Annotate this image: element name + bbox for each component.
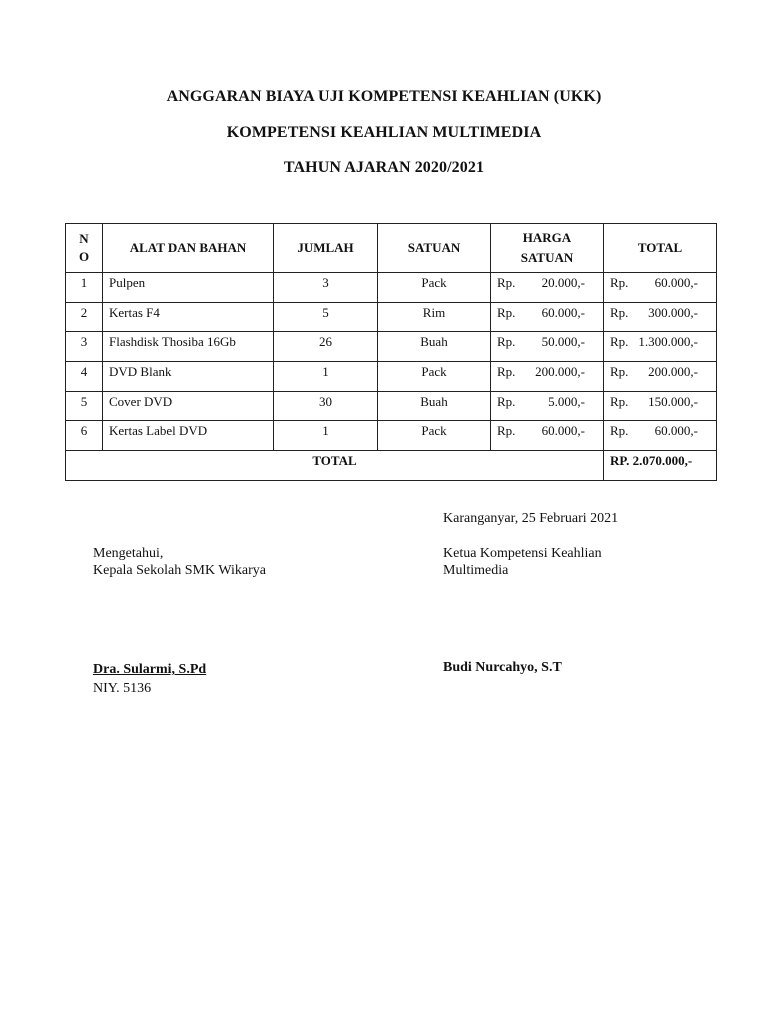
header-item: ALAT DAN BAHAN	[103, 224, 274, 273]
header-price-line1: HARGA	[522, 230, 572, 245]
grand-total-value: RP. 2.070.000,-	[604, 451, 717, 481]
document-subtitle: KOMPETENSI KEAHLIAN MULTIMEDIA	[226, 124, 542, 141]
row-price	[491, 421, 604, 451]
row-price-amount: 50.000,-	[541, 334, 585, 350]
row-item: DVD Blank	[103, 362, 274, 392]
footer-total-label: TOTAL	[66, 451, 604, 481]
row-price	[491, 332, 604, 362]
row-total	[604, 302, 717, 332]
row-total-amount: 300.000,-	[648, 304, 698, 320]
row-qty: 26	[274, 332, 378, 362]
row-qty: 3	[274, 273, 378, 303]
row-price-currency: Rp.	[497, 304, 516, 320]
row-total	[604, 332, 717, 362]
row-total	[604, 362, 717, 392]
row-price-amount: 60.000,-	[541, 304, 585, 320]
table-row	[66, 362, 717, 392]
row-item: Flashdisk Thosiba 16Gb	[103, 332, 274, 362]
header-no-line2: O	[78, 249, 90, 264]
academic-year-title: TAHUN AJARAN 2020/2021	[283, 159, 485, 176]
row-item: Kertas F4	[103, 302, 274, 332]
acknowledge-label: Mengetahui,	[93, 546, 164, 561]
row-price-currency: Rp.	[497, 393, 516, 409]
row-item: Pulpen	[103, 273, 274, 303]
row-unit: Rim	[378, 302, 491, 332]
table-footer-row	[66, 451, 717, 481]
header-price-line2: SATUAN	[520, 250, 574, 265]
row-unit: Buah	[378, 332, 491, 362]
row-total-amount: 60.000,-	[654, 275, 698, 290]
row-price	[491, 362, 604, 392]
header-price	[491, 224, 604, 273]
row-total-currency: Rp.	[610, 334, 629, 350]
row-price-amount: 200.000,-	[535, 364, 585, 380]
row-total	[604, 273, 717, 303]
row-price-amount: 20.000,-	[541, 275, 585, 290]
table-body	[66, 273, 717, 451]
principal-name: Dra. Sularmi, S.Pd	[93, 662, 207, 677]
row-no: 4	[66, 362, 103, 392]
row-price-currency: Rp.	[497, 423, 516, 439]
row-unit: Buah	[378, 391, 491, 421]
row-total	[604, 391, 717, 421]
row-unit: Pack	[378, 421, 491, 451]
row-price	[491, 302, 604, 332]
principal-role: Kepala Sekolah SMK Wikarya	[93, 563, 266, 578]
row-total-currency: Rp.	[610, 423, 629, 439]
table-row	[66, 332, 717, 362]
row-qty: 5	[274, 302, 378, 332]
row-total-currency: Rp.	[610, 304, 629, 320]
place-date: Karanganyar, 25 Februari 2021	[443, 511, 619, 526]
row-price-amount: 5.000,-	[548, 393, 585, 409]
header-total: TOTAL	[604, 224, 717, 273]
row-no: 2	[66, 302, 103, 332]
table-row	[66, 302, 717, 332]
table-row	[66, 273, 717, 303]
row-total-amount: 150.000,-	[648, 393, 698, 409]
row-unit: Pack	[378, 273, 491, 303]
table-row	[66, 421, 717, 451]
row-qty: 1	[274, 421, 378, 451]
budget-table	[65, 223, 717, 481]
row-price-currency: Rp.	[497, 275, 516, 290]
header-qty: JUMLAH	[274, 224, 378, 273]
row-total-currency: Rp.	[610, 364, 629, 380]
table-header-row	[66, 224, 717, 273]
row-no: 3	[66, 332, 103, 362]
table-row	[66, 391, 717, 421]
row-price-currency: Rp.	[497, 364, 516, 380]
row-unit: Pack	[378, 362, 491, 392]
row-no: 6	[66, 421, 103, 451]
row-item: Kertas Label DVD	[103, 421, 274, 451]
row-qty: 30	[274, 391, 378, 421]
row-total-amount: 60.000,-	[654, 423, 698, 439]
document-title: ANGGARAN BIAYA UJI KOMPETENSI KEAHLIAN (UKK)	[166, 88, 602, 105]
principal-id: NIY. 5136	[93, 681, 152, 696]
header-no	[66, 224, 103, 273]
row-total-amount: 1.300.000,-	[638, 334, 698, 350]
header-no-line1: N	[79, 231, 89, 246]
row-total-currency: Rp.	[610, 393, 629, 409]
row-no: 5	[66, 391, 103, 421]
row-total	[604, 421, 717, 451]
row-qty: 1	[274, 362, 378, 392]
head-role-line1: Ketua Kompetensi Keahlian	[443, 546, 602, 561]
head-name: Budi Nurcahyo, S.T	[443, 660, 562, 675]
row-price-currency: Rp.	[497, 334, 516, 350]
row-price	[491, 391, 604, 421]
row-total-currency: Rp.	[610, 275, 629, 290]
row-total-amount: 200.000,-	[648, 364, 698, 380]
header-unit: SATUAN	[378, 224, 491, 273]
row-no: 1	[66, 273, 103, 303]
row-item: Cover DVD	[103, 391, 274, 421]
row-price-amount: 60.000,-	[541, 423, 585, 439]
row-price	[491, 273, 604, 303]
head-role-line2: Multimedia	[443, 563, 509, 578]
